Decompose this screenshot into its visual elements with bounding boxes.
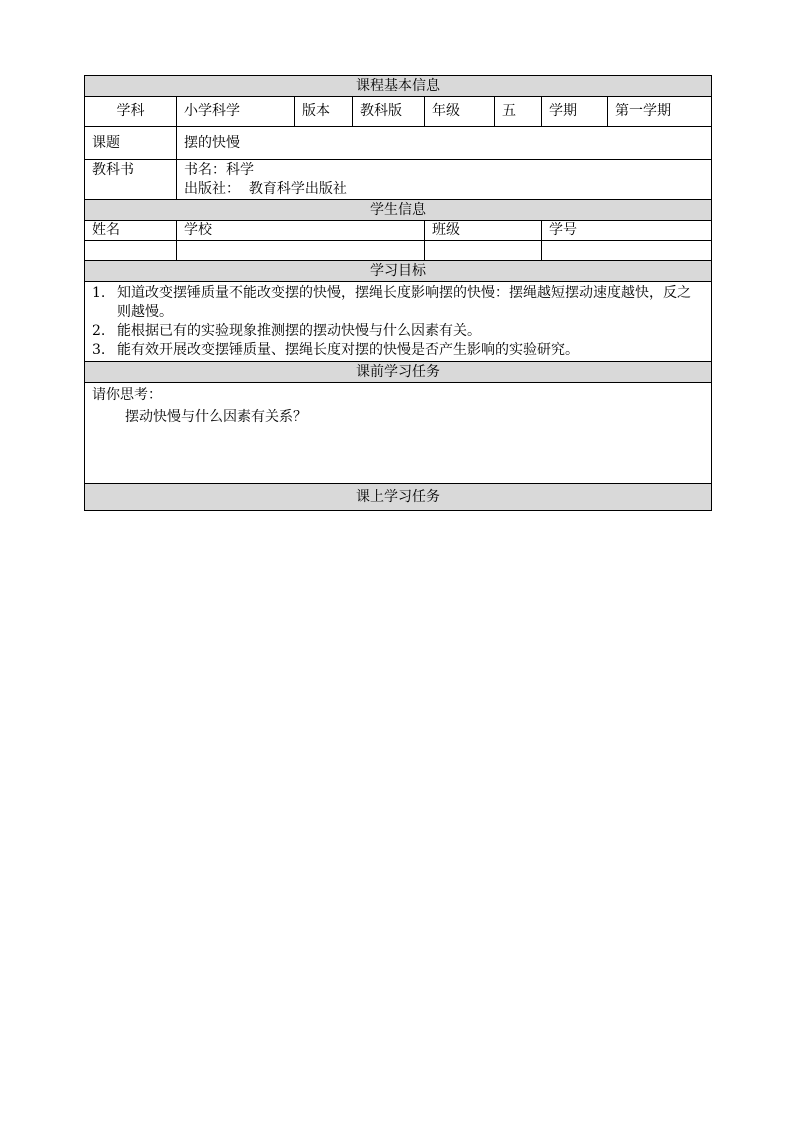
objective-item xyxy=(92,341,704,360)
objective-number: 3. xyxy=(92,342,106,358)
book-name: 书名：科学 xyxy=(184,162,254,178)
textbook-label: 教科书 xyxy=(85,160,177,200)
lesson-sheet xyxy=(84,75,711,511)
term-label: 学期 xyxy=(542,97,608,127)
school-label: 学校 xyxy=(177,221,425,241)
term-value: 第一学期 xyxy=(608,97,712,127)
think-prompt: 请你思考： xyxy=(92,387,162,403)
publisher: 出版社： 教育科学出版社 xyxy=(184,181,347,197)
topic-label: 课题 xyxy=(85,127,177,160)
edition-label: 版本 xyxy=(295,97,353,127)
course-table xyxy=(84,75,712,511)
subject-label: 学科 xyxy=(85,97,177,127)
section-header-basic-info: 课程基本信息 xyxy=(85,76,712,97)
objectives-list xyxy=(85,282,712,362)
section-header-in-class: 课上学习任务 xyxy=(85,484,712,511)
textbook-info xyxy=(177,160,712,200)
name-label: 姓名 xyxy=(85,221,177,241)
objective-number: 1. xyxy=(92,285,106,301)
edition-value: 教科版 xyxy=(353,97,425,127)
subject-value: 小学科学 xyxy=(177,97,295,127)
think-question: 摆动快慢与什么因素有关系？ xyxy=(125,409,307,425)
class-label: 班级 xyxy=(425,221,542,241)
section-header-pre-class: 课前学习任务 xyxy=(85,362,712,383)
section-header-student-info: 学生信息 xyxy=(85,200,712,221)
objective-item xyxy=(92,322,704,341)
class-field[interactable] xyxy=(425,241,542,261)
objective-text: 能根据已有的实验现象推测摆的摆动快慢与什么因素有关。 xyxy=(117,323,481,339)
student-id-label: 学号 xyxy=(542,221,712,241)
objective-item xyxy=(92,284,704,322)
section-header-objectives: 学习目标 xyxy=(85,261,712,282)
name-field[interactable] xyxy=(85,241,177,261)
objective-text: 知道改变摆锤质量不能改变摆的快慢，摆绳长度影响摆的快慢：摆绳越短摆动速度越快，反之则越慢。 xyxy=(117,285,691,320)
pre-class-task xyxy=(85,383,712,484)
objective-number: 2. xyxy=(92,323,106,339)
student-id-field[interactable] xyxy=(542,241,712,261)
school-field[interactable] xyxy=(177,241,425,261)
grade-value: 五 xyxy=(495,97,542,127)
grade-label: 年级 xyxy=(425,97,495,127)
objective-text: 能有效开展改变摆锤质量、摆绳长度对摆的快慢是否产生影响的实验研究。 xyxy=(117,342,579,358)
topic-value: 摆的快慢 xyxy=(177,127,712,160)
